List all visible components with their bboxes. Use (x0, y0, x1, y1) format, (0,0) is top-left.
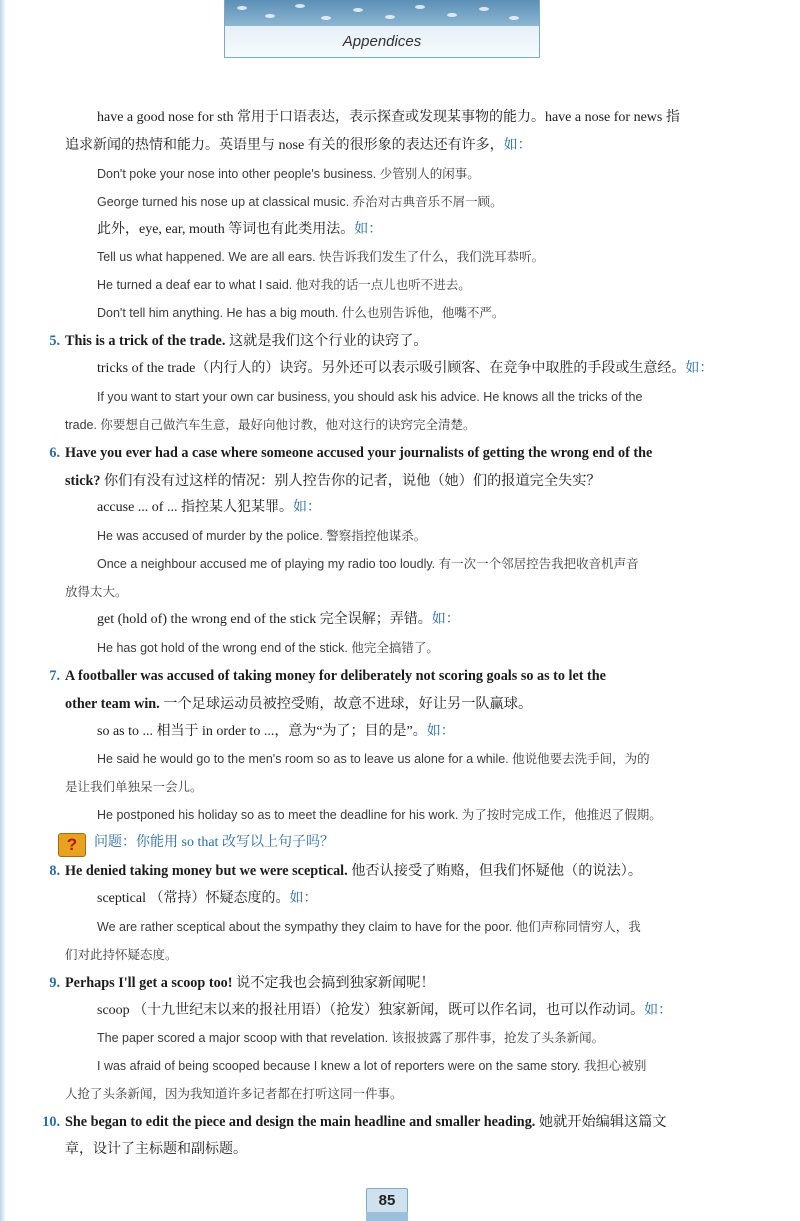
note-heading-7: 7. A footballer was accused of taking money for deliberately not scoring goals so as to let the (36, 666, 742, 686)
example-line: He postponed his holiday so as to meet the deadline for his work. 为了按时完成工作，他推迟了假期。 (97, 808, 662, 823)
header-banner (224, 0, 540, 58)
example-line: He has got hold of the wrong end of the stick. 他完全搞错了。 (97, 640, 439, 655)
example-line: Once a neighbour accused me of playing my radio too loudly. 有一次一个邻居控告我把收音机声音 (97, 557, 639, 572)
note-heading-5: 5. This is a trick of the trade. 这就是我们这个行业的诀窍了。 (36, 331, 742, 351)
question-line: ? 问题：你能用 so that 改写以上句子吗？ (36, 833, 742, 853)
example-line: 们对此持怀疑态度。 (65, 947, 178, 962)
note-heading-8: 8. He denied taking money but we were sceptical. 他否认接受了贿赂，但我们怀疑他（的说法）。 (36, 861, 742, 881)
page-number-tab (366, 1212, 408, 1221)
example-line: 放得太大。 (65, 585, 128, 600)
example-line: The paper scored a major scoop with that revelation. 该报披露了那件事，抢发了头条新闻。 (97, 1031, 605, 1046)
example-line: Don't poke your nose into other people's business. 少管别人的闲事。 (97, 166, 480, 181)
example-line: He said he would go to the men's room so as to leave us alone for a while. 他说他要去洗手间，为的 (97, 752, 650, 767)
page-number: 85 (366, 1188, 408, 1214)
note-heading-9: 9. Perhaps I'll get a scoop too! 说不定我也会搞到独家新闻呢！ (36, 973, 742, 993)
note-number: 8. (49, 863, 60, 880)
example-line: 是让我们单独呆一会儿。 (65, 780, 203, 795)
note-heading-6: 6. Have you ever had a case where someone accused your journalists of getting the wrong end of the (36, 443, 742, 463)
example-line: We are rather sceptical about the sympathy they claim to have for the poor. 他们声称同情穷人，我 (97, 919, 641, 934)
note-number: 6. (49, 444, 60, 461)
example-line: He was accused of murder by the police. 警察指控他谋杀。 (97, 529, 427, 544)
example-line: George turned his nose up at classical music. 乔治对古典音乐不屑一顾。 (97, 194, 503, 209)
note-number: 9. (49, 974, 60, 991)
text-line: tricks of the trade（内行人的）诀窍。另外还可以表示吸引顾客、在竞争中取胜的手段或生意经。如： (97, 361, 714, 377)
note-heading-10: 10. She began to edit the piece and design the main headline and smaller heading. 她就开始编辑这篇文 (36, 1112, 742, 1132)
example-line: 人抢了头条新闻，因为我知道许多记者都在打听这同一件事。 (65, 1087, 403, 1102)
example-line: trade. 你要想自己做汽车生意，最好向他讨教，他对这行的诀窍完全清楚。 (65, 417, 476, 432)
text-line: have a good nose for sth 常用于口语表达，表示探查或发现某事物的能力。have a nose for news 指 (97, 110, 680, 125)
note-heading-7-cont: other team win. 一个足球运动员被控受贿，故意不进球，好让另一队赢球。 (65, 695, 533, 712)
note-number: 10. (42, 1114, 60, 1131)
example-line: He turned a deaf ear to what I said. 他对我的话一点儿也听不进去。 (97, 278, 471, 293)
page-edge-strip (0, 0, 6, 1221)
note-number: 5. (49, 333, 60, 350)
example-line: Tell us what happened. We are all ears. 快告诉我们发生了什么，我们洗耳恭听。 (97, 250, 545, 265)
banner-water-image (225, 0, 539, 26)
note-number: 7. (49, 667, 60, 684)
example-line: If you want to start your own car business, you should ask his advice. He knows all the tricks of the (97, 389, 643, 404)
text-line: accuse ... of ... 指控某人犯某罪。如： (97, 500, 321, 516)
text-line: 章，设计了主标题和副标题。 (65, 1141, 247, 1157)
text-line: sceptical （常持）怀疑态度的。如： (97, 890, 318, 906)
notes-body (36, 108, 742, 1168)
text-line: get (hold of) the wrong end of the stick 完全误解；弄错。如： (97, 612, 460, 628)
text-line: 此外，eye, ear, mouth 等词也有此类用法。如： (97, 221, 383, 237)
example-line: I was afraid of being scooped because I knew a lot of reporters were on the same story. 我担心被别 (97, 1059, 647, 1074)
question-mark-icon: ? (58, 833, 86, 857)
note-heading-6-cont: stick? 你们有没有过这样的情况：别人控告你的记者，说他（她）们的报道完全失实？ (65, 472, 601, 489)
text-line: so as to ... 相当于 in order to ...，意为“为了；目的是”。如： (97, 723, 455, 739)
example-line: Don't tell him anything. He has a big mouth. 什么也别告诉他，他嘴不严。 (97, 306, 505, 321)
text-line: 追求新闻的热情和能力。英语里与 nose 有关的很形象的表达还有许多，如： (65, 137, 532, 153)
text-line: scoop （十九世纪末以来的报社用语）（抢发）独家新闻，既可以作名词，也可以作动词。如： (97, 1002, 673, 1018)
section-title: Appendices (225, 26, 539, 57)
